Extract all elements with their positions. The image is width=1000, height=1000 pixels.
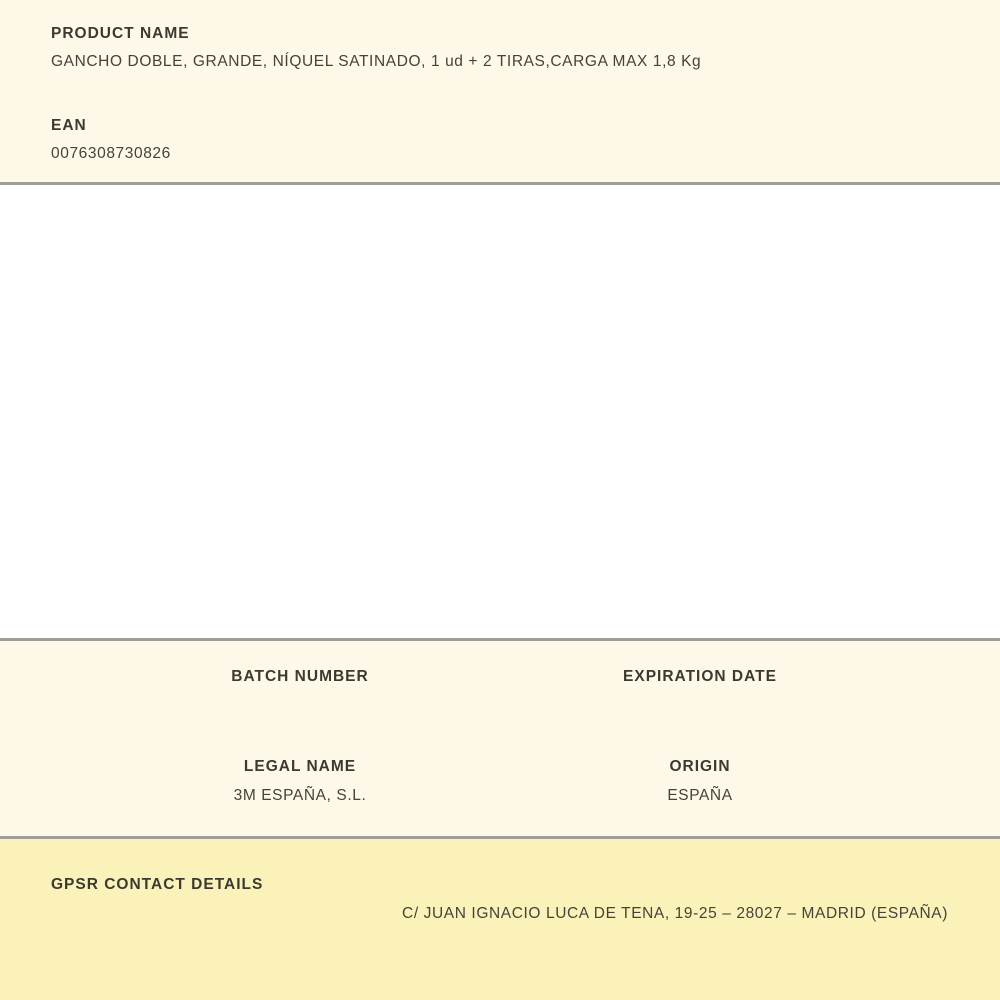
legal-name-label: LEGAL NAME bbox=[243, 757, 357, 775]
gpsr-contact-address: C/ JUAN IGNACIO LUCA DE TENA, 19-25 – 28027 – MADRID (ESPAÑA) bbox=[402, 904, 948, 922]
batch-number-field bbox=[100, 669, 500, 699]
ean-value: 0076308730826 bbox=[51, 144, 171, 162]
gpsr-contact-section bbox=[0, 839, 1000, 1000]
ean-label: EAN bbox=[51, 117, 87, 134]
batch-legal-section bbox=[0, 641, 1000, 839]
expiration-date-field bbox=[500, 669, 900, 699]
origin-field bbox=[500, 759, 900, 804]
expiration-date-label: EXPIRATION DATE bbox=[623, 668, 777, 685]
product-info-section bbox=[0, 0, 1000, 185]
gpsr-contact-label: GPSR CONTACT DETAILS bbox=[51, 876, 264, 893]
product-name-field bbox=[51, 26, 949, 69]
origin-label: ORIGIN bbox=[669, 757, 731, 775]
batch-number-label: BATCH NUMBER bbox=[231, 668, 369, 685]
legal-name-value: 3M ESPAÑA, S.L. bbox=[233, 787, 367, 804]
product-image-area bbox=[0, 185, 1000, 641]
origin-value: ESPAÑA bbox=[667, 787, 733, 804]
product-name-value: GANCHO DOBLE, GRANDE, NÍQUEL SATINADO, 1 ud + 2 TIRAS,CARGA MAX 1,8 Kg bbox=[51, 52, 702, 70]
product-name-label: PRODUCT NAME bbox=[51, 25, 190, 42]
legal-name-field bbox=[100, 759, 500, 804]
legal-origin-row bbox=[100, 759, 900, 804]
ean-field bbox=[51, 118, 949, 161]
batch-expiration-row bbox=[100, 669, 900, 699]
